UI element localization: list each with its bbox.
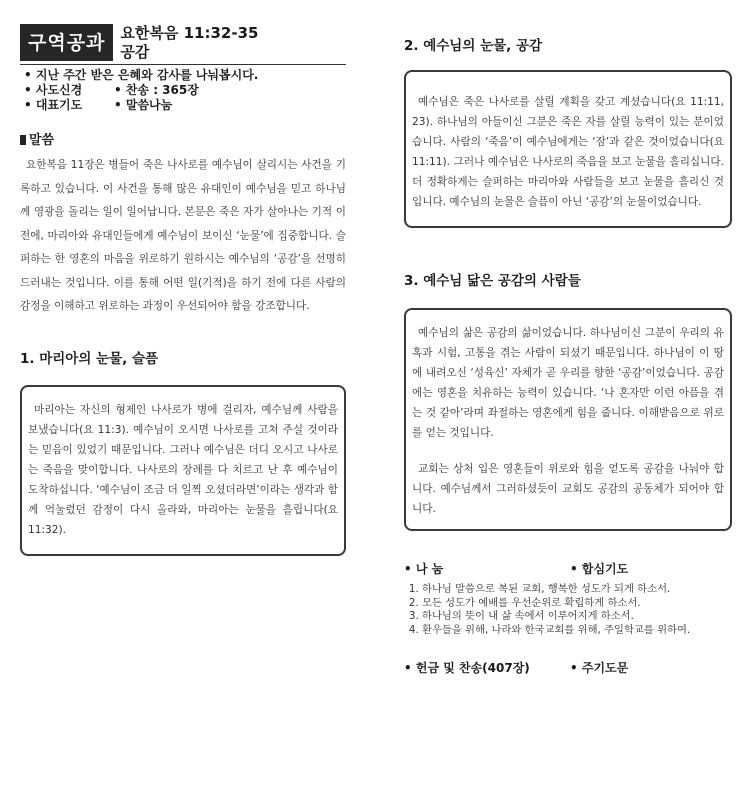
- square-bullet-icon: [20, 135, 26, 145]
- right-column: [404, 24, 732, 676]
- prayer-item: 1. 하나님 말씀으로 복된 교회, 행복한 성도가 되게 하소서.: [422, 583, 732, 597]
- unison-prayer-label: • 합심기도: [570, 562, 629, 576]
- title-block: [20, 24, 346, 65]
- offering-label: • 헌금 및 찬송(407장): [404, 661, 530, 675]
- sermon-text: 요한복음 11장은 병들어 죽은 나사로를 예수님이 살리시는 사건을 기록하고 있습니다. 이 사건을 통해 많은 유대인이 예수님을 믿고 하나님께 영광을 돌리는 일이 일어납니다. 본문은 죽은 자가 살아나는 기적 이전에, 마리아와 유대인들에게 예수님이 보이신 ‘눈물’에 집중합니다. 슬퍼하는 한 영혼의 마음을 위로하기 원하시는 예수님의 ‘공감’을 선명히 드러내는 것입니다. 이를 통해 어떤 일(기적)을 하기 전에 다른 사람의 감정을 이해하고 위로하는 과정이 우선되어야 함을 강조합니다.: [20, 159, 346, 312]
- lords-prayer-label: • 주기도문: [570, 661, 629, 675]
- left-column: [20, 24, 346, 556]
- title-text: [120, 24, 258, 62]
- prayer-list: [404, 583, 732, 637]
- section-3-text-1: 예수님의 삶은 공감의 삶이었습니다. 하나님이신 그분이 우리의 유혹과 시험, 고통을 겪는 사람이 되셨기 때문입니다. 하나님이 이 땅에 내려오신 ‘성육신’ 자체가 곧 우리를 향한 ‘공감’이었습니다. 공감에는 영혼을 치유하는 능력이 있습니다. ‘나 혼자만 이런 아픔을 겪는 것 같아’라며 좌절하는 영혼에게 힘을 줍니다. 이해받음으로 위로를 얻는 것입니다.: [412, 327, 724, 439]
- closing-row: [404, 659, 732, 676]
- order-creed: • 사도신경: [24, 83, 83, 97]
- section-1-box: [20, 385, 346, 556]
- section-2-heading: 2. 예수님의 눈물, 공감: [404, 38, 543, 54]
- scripture-reference: 요한복음 11:32-35: [120, 24, 259, 42]
- order-share-grace: • 지난 주간 받은 은혜와 감사를 나눠봅시다.: [24, 68, 259, 82]
- prayer-item: 2. 모든 성도가 예배를 우선순위로 확립하게 하소서.: [422, 597, 732, 611]
- section-1-heading: 1. 마리아의 눈물, 슬픔: [20, 350, 159, 367]
- sharing-label: • 나 눔: [404, 562, 444, 576]
- order-prayer: • 대표기도: [24, 98, 83, 112]
- section-2-text: 예수님은 죽은 나사로를 살릴 계획을 갖고 계셨습니다(요 11:11, 23). 하나님의 아들이신 그분은 죽은 자를 살릴 능력이 있는 분이었습니다. 사람의 ‘죽음’이 예수님에게는 ‘잠’과 같은 것이었습니다(요 11:11). 그러나 예수님은 나사로의 죽음을 보고 눈물을 흘리십니다. 더 정확하게는 슬퍼하는 마리아와 사람들을 보고 눈물을 흘리신 것입니다. 예수님의 눈물은 슬픔이 아닌 ‘공감’의 눈물이었습니다.: [412, 96, 724, 208]
- section-1-text: 마리아는 자신의 형제인 나사로가 병에 걸리자, 예수님께 사람을 보냈습니다(요 11:3). 예수님이 오시면 나사로를 고쳐 주실 것이라는 믿음이 있었기 때문입니다. 그러나 예수님은 더디 오시고 나사로는 죽음을 맞이합니다. 나사로의 장례를 다 치르고 난 후 예수님이 도착하십니다. ‘예수님이 조금 더 일찍 오셨더라면’이라는 생각과 함께 억눌렸던 감정이 다시 올라와, 마리아는 눈물을 흘립니다(요 11:32).: [28, 403, 338, 536]
- sermon-heading: [20, 129, 346, 148]
- lesson-title: 공감: [120, 43, 150, 61]
- prayer-item: 4. 환우들을 위해, 나라와 한국교회를 위해, 주일학교를 위하여.: [422, 624, 732, 638]
- section-2-box: [404, 70, 732, 228]
- order-hymn: • 찬송 : 365장: [114, 83, 199, 97]
- order-sharing: • 말씀나눔: [114, 98, 173, 112]
- sermon-heading-label: 말씀: [29, 133, 55, 148]
- sharing-row: [404, 560, 732, 577]
- prayer-item: 3. 하나님의 뜻이 내 삶 속에서 이루어지게 하소서.: [422, 610, 732, 624]
- cell-group-badge: 구역공과: [20, 24, 113, 61]
- section-3-text-2: 교회는 상처 입은 영혼들이 위로와 힘을 얻도록 공감을 나눠야 합니다. 예수님께서 그러하셨듯이 교회도 공감의 공동체가 되어야 합니다.: [412, 463, 724, 515]
- section-3-heading: 3. 예수님 닮은 공감의 사람들: [404, 273, 581, 289]
- order-of-service: [20, 68, 346, 113]
- section-3-box: [404, 308, 732, 531]
